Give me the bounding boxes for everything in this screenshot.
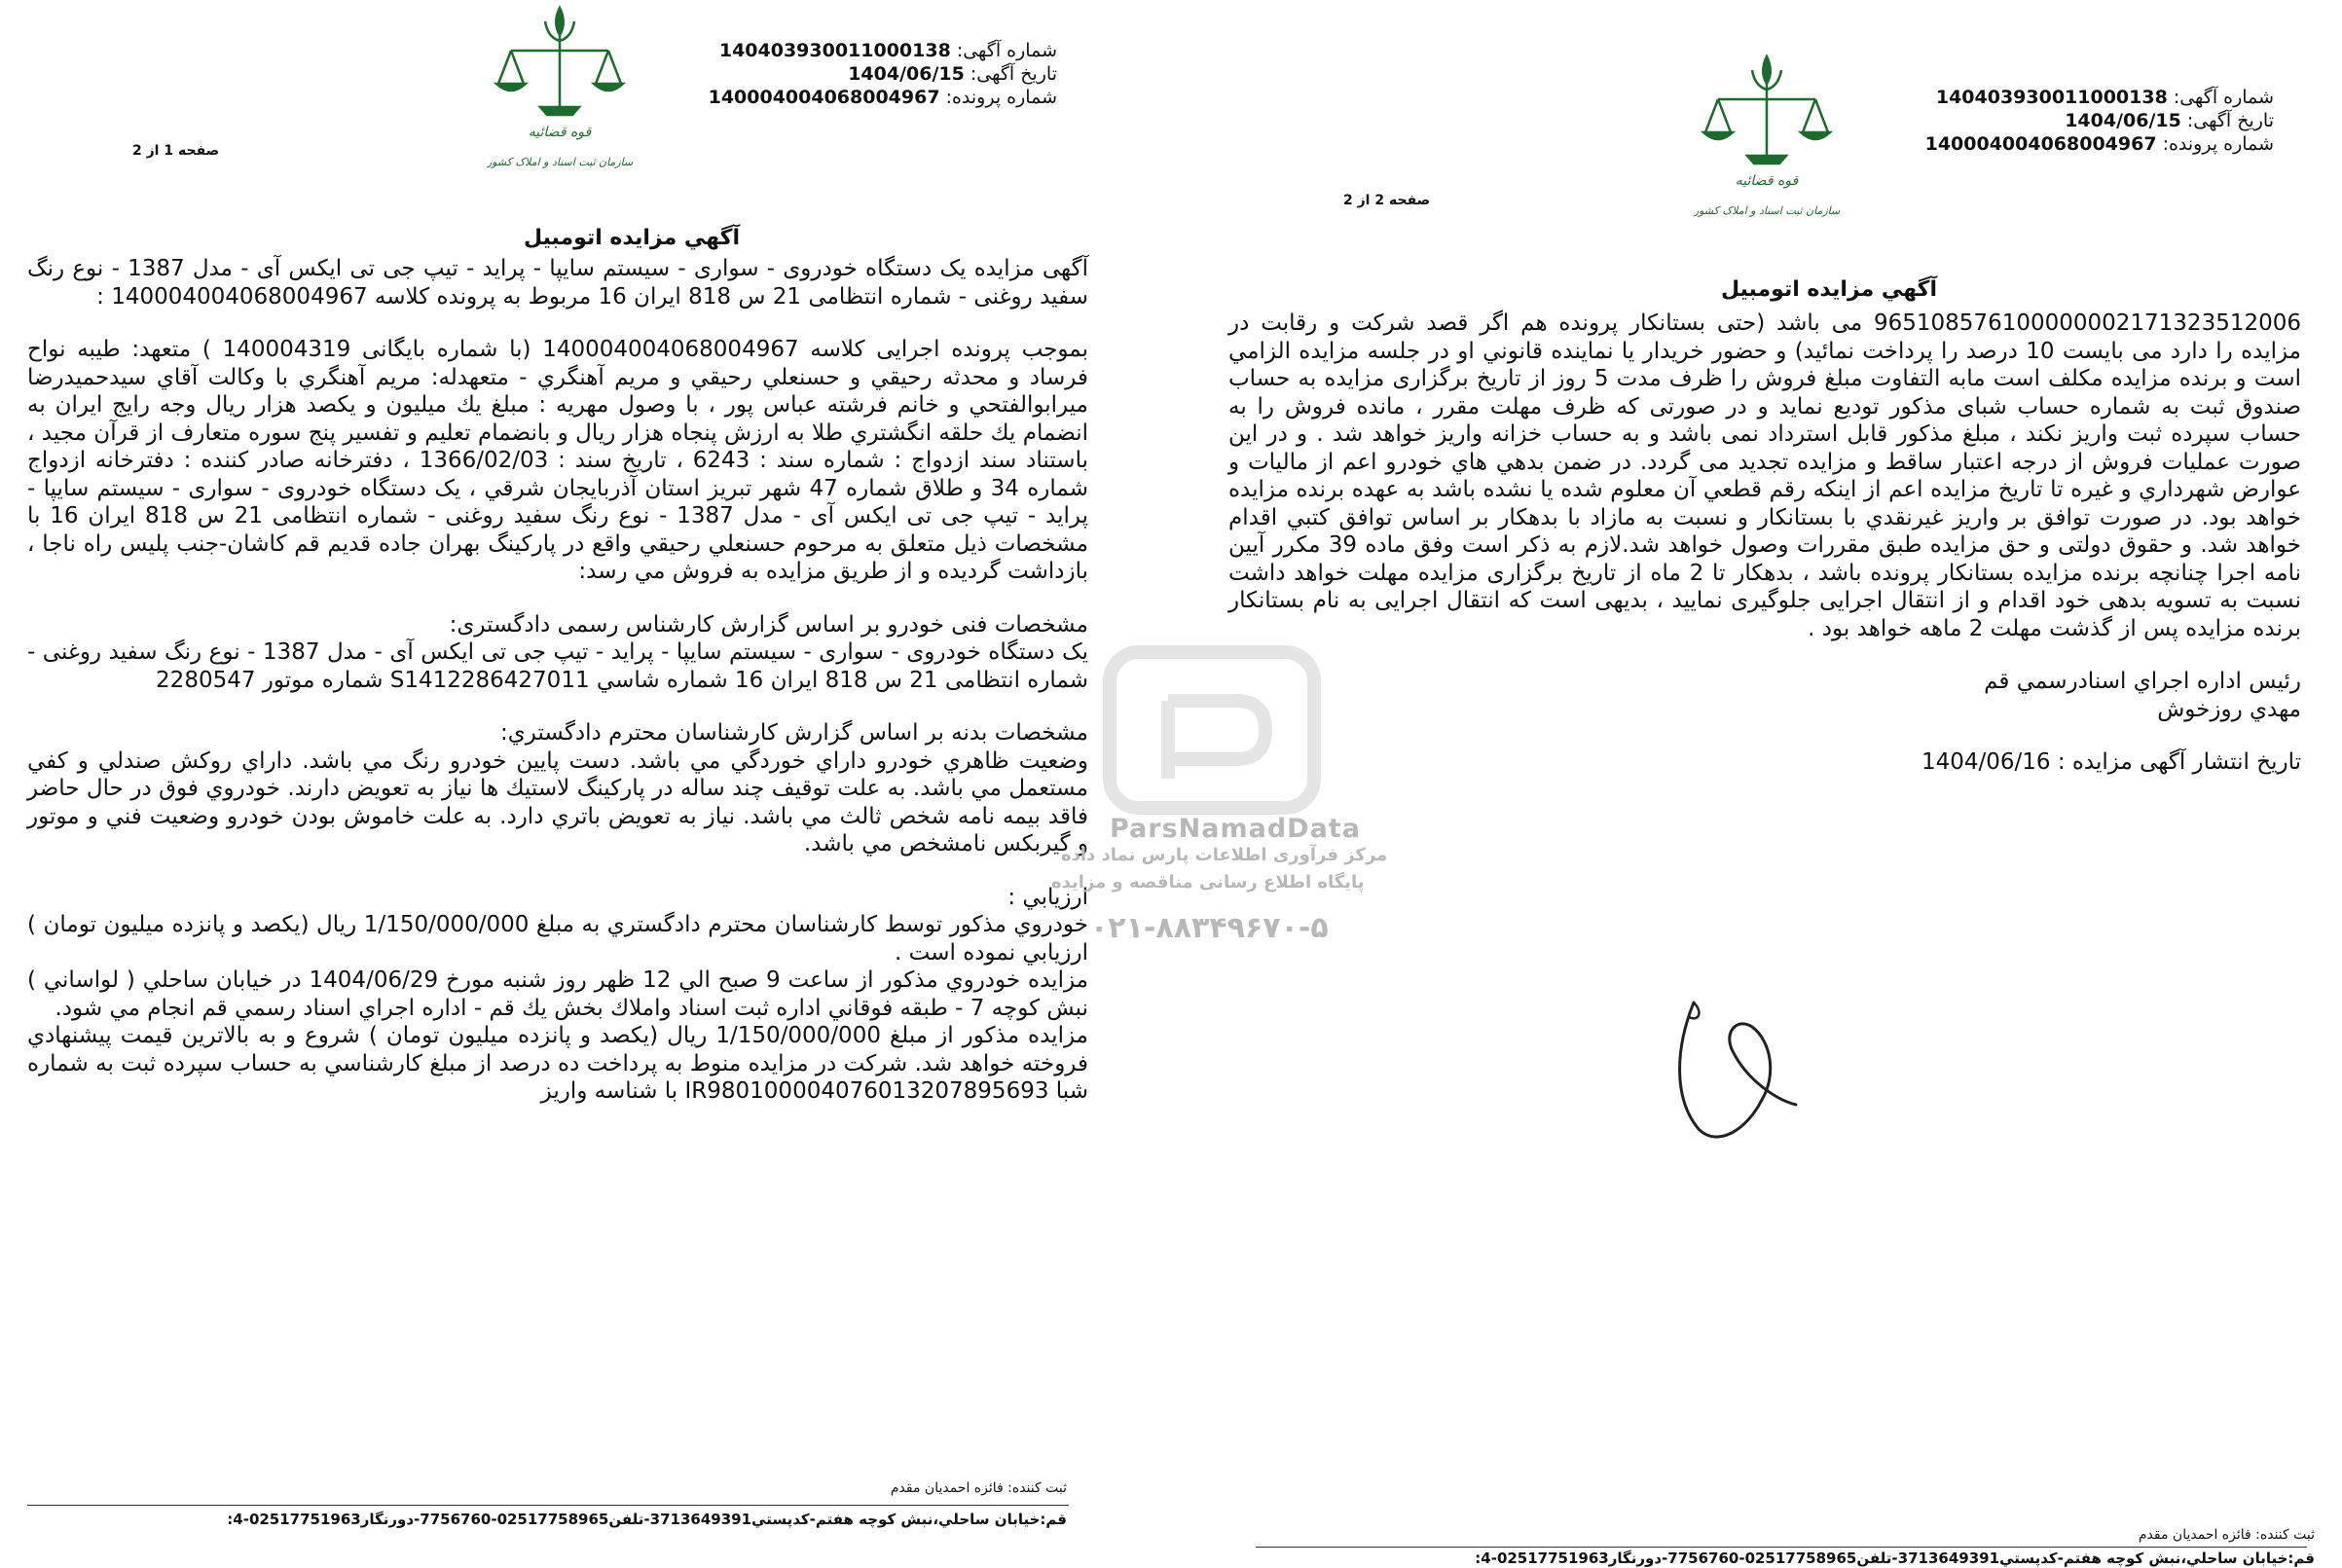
judiciary-emblem-icon	[487, 0, 633, 185]
date-label: تاریخ آگهی:	[2186, 110, 2274, 131]
page-number: صفحه 1 از 2	[132, 143, 220, 159]
auction-terms-paragraph: مزايده مذكور از مبلغ 1/150/000/000 ريال (يكصد و پانزده ميليون تومان ) شروع و به بالاترين قيمت پيشنهادي فروخته خواهد شد. شركت در مزايده منوط به پرداخت ده درصد از مبلغ كارشناسي به حساب سپرده ثبت به شماره شبا IR980100004076013207895693 با شناسه واريز	[27, 1023, 1088, 1104]
file-label: شماره پرونده:	[2162, 133, 2274, 155]
svg-text:قوه قضائیه: قوه قضائیه	[528, 125, 592, 140]
svg-text:سازمان ثبت اسناد و املاک کشور: سازمان ثبت اسناد و املاک کشور	[1694, 204, 1840, 217]
judiciary-emblem-icon	[1694, 49, 1840, 234]
notice-meta-1	[709, 39, 1057, 109]
notice-body-1	[27, 255, 1088, 1106]
svg-text:قوه قضائیه: قوه قضائیه	[1735, 173, 1799, 189]
watermark-phone: ۰۲۱-۸۸۳۴۹۶۷۰-۵	[1090, 911, 1329, 945]
footer-address: قم:خيابان ساحلي،نبش كوچه هفتم-كدپستي3713649391-تلفن02517758965-7756760-دورنگار02517751963-4:	[227, 1511, 1067, 1528]
notice-body-2	[1228, 310, 2301, 777]
auction-time-paragraph: مزايده خودروي مذكور از ساعت 9 صبح الي 12 ظهر روز شنبه مورخ 1404/06/29 در خيابان ساحلي ( لواساني ) نبش كوچه 7 - طبقه فوقاني اداره ثبت اسناد واملاك بخش يك قم - اداره اجراي اسناد رسمي قم انجام مي شود.	[27, 967, 1088, 1021]
registrar: ثبت کننده: فائزه احمديان مقدم	[890, 1480, 1067, 1496]
watermark-brand: ParsNamadData	[1110, 814, 1361, 844]
date-label: تاریخ آگهی:	[970, 63, 1057, 85]
signer-name: مهدي روزخوش	[2157, 696, 2301, 722]
svg-text:سازمان ثبت اسناد و املاک کشور: سازمان ثبت اسناد و املاک کشور	[487, 156, 633, 168]
publish-date: تاریخ انتشار آگهی مزایده : 1404/06/16	[1921, 749, 2301, 775]
notice-meta-2	[1925, 86, 2274, 156]
body-spec-paragraph: وضعيت ظاهري خودرو داراي خوردگي مي باشد. دست پايين خودرو رنگ مي باشد. داراي روكش صندلي و كفي مستعمل مي باشد. به علت توقيف چند ساله در پاركينگ لاستيك ها نياز به تعويض دارند. خودروي فوق در حال حاضر فاقد بيمه نامه شخص ثالث مي باشد. نياز به تعويض باتري دارد. به علت خاموش بودن خودرو وضعيت فني و موتور و گيربكس نامشخص مي باشد.	[27, 748, 1088, 857]
signature-icon	[1655, 983, 1801, 1153]
watermark-line-1: مرکز فرآوری اطلاعات پارس نماد داده	[1061, 845, 1388, 865]
intro-paragraph: آگهی مزایده یک دستگاه خودروی - سواری - سیستم سایپا - پراید - تیپ جی تی ایکس آی - مدل 1387 - نوع رنگ سفید روغنی - شماره انتظامی 21 س 818 ایران 16 مربوط به پرونده کلاسه 140004004068004967 :	[27, 256, 1088, 310]
page-number: صفحه 2 از 2	[1343, 193, 1431, 208]
notice-no: 140403930011000138	[718, 40, 951, 61]
notice-title: آگهي مزايده اتومبيل	[1720, 277, 1937, 302]
tech-spec-heading: مشخصات فنی خودرو بر اساس گزارش کارشناس رسمی دادگستری:	[449, 611, 1088, 638]
footer-address: قم:خيابان ساحلي،نبش كوچه هفتم-كدپستي3713649391-تلفن02517758965-7756760-دورنگار02517751963-4:	[1475, 1550, 2315, 1567]
body-spec-heading: مشخصات بدنه بر اساس گزارش كارشناسان محترم دادگستري:	[500, 720, 1088, 746]
file-label: شماره پرونده:	[945, 87, 1057, 108]
notice-no-label: شماره آگهی:	[956, 40, 1057, 61]
notice-title: آگهي مزايده اتومبيل	[523, 226, 740, 250]
valuation-paragraph: خودروي مذكور توسط كارشناسان محترم دادگستري به مبلغ 1/150/000/000 ريال (يكصد و پانزده ميليون تومان ) ارزيابي نموده است .	[27, 912, 1088, 966]
notice-no-label: شماره آگهی:	[2173, 87, 2274, 108]
watermark-line-2: پایگاه اطلاع رسانی مناقصه و مزایده	[1051, 872, 1365, 893]
registrar: ثبت کننده: فائزه احمديان مقدم	[2138, 1527, 2315, 1543]
signer-title: رئيس اداره اجراي اسنادرسمي قم	[1984, 669, 2301, 694]
notice-no: 140403930011000138	[1935, 87, 2168, 108]
notice-date: 1404/06/15	[848, 63, 965, 85]
footer-divider	[27, 1505, 1069, 1506]
file-no: 140004004068004967	[708, 87, 940, 108]
file-no: 140004004068004967	[1924, 133, 2157, 155]
notice-page-2	[1217, 0, 2342, 1568]
notice-date: 1404/06/15	[2065, 110, 2181, 131]
payment-terms-paragraph: 965108576100000002171323512006 می باشد (حتی بستانکار پرونده هم اگر قصد شرکت و رقابت در مزایده را دارد می بایست 10 درصد را پرداخت نمائید) و حضور خريدار يا نماينده قانوني او در جلسه مزايده الزامي است و برنده مزایده مکلف است مابه التفاوت مبلغ فروش را ظرف مدت 5 روز از تاریخ برگزاری مزایده به حساب صندوق ثبت به شماره حساب شبای مذکور توديع نمايد و در صورتی كه ظرف مهلت مقرر ، مانده فروش را به حساب سپرده ثبت واریز نکند ، مبلغ مذکور قابل استرداد نمی باشد و به حساب خزانه واریز خواهد شد . و در این صورت عملیات فروش از درجه اعتبار ساقط و مزایده تجدید می گردد. در ضمن بدهي هاي خودرو اعم از ماليات و عوارض شهرداري و غيره تا تاريخ مزايده اعم از اينكه رقم قطعي آن معلوم شده يا نشده باشد به عهده برنده مزايده خواهد بود. در صورت توافق بر واريز غيرنقدي با بستانكار و نسبت به مازاد با بدهكار بر اساس توافق كتبي اقدام خواهد شد. و حقوق دولتی و حق مزایده طبق مقررات وصول خواهد شد.لازم به ذکر است وفق ماده 39 مکرر آیین نامه اجرا چنانچه برنده مزایده بستانکار پرونده باشد ، بدهکار تا 2 ماه از تاریخ برگزاری مزایده مهلت خواهد داشت نسبت به تسویه بدهی خود اقدام و از انتقال اجرایی جلوگیری نمایید ، بدیهی است که انتقال اجرایی به نام بستانکار برنده مزایده پس از گذشت مهلت 2 ماهه خواهد بود .	[1228, 310, 2301, 641]
case-paragraph: بموجب پرونده اجرایی کلاسه 140004004068004967 (با شماره بایگانی 140004319 ) متعهد: طيبه نواح فرساد و محدثه رحيقي و حسنعلي رحيقي و مريم آهنگري - متعهدله: مريم آهنگري با وكالت آقاي سيدحميدرضا ميرابوالفتحي و خانم فرشته عباس پور ، با وصول مهريه : مبلغ يك ميليون و يكصد هزار ريال وجه رايج ايران به انضمام يك حلقه انگشتري طلا به ارزش پنجاه هزار ريال و بانضمام تعليم و تفسير پنج سوره متعارف از قرآن مجيد ، باستناد سند ازدواج : شماره سند : 6243 ، تاريخ سند : 1366/02/03 ، دفترخانه صادر كننده : دفترخانه ازدواج شماره 34 و طلاق شماره 47 شهر تبريز استان آذربايجان شرقي ، یک دستگاه خودروی - سواری - سیستم سایپا - پراید - تیپ جی تی ایکس آی - مدل 1387 - نوع رنگ سفید روغنی - شماره انتظامی 21 س 818 ایران 16 با مشخصات ذيل متعلق به مرحوم حسنعلي رحيقي واقع در پاركينگ بهران جاده قديم قم كاشان-جنب پليس راه ناجا ، بازداشت گرديده و از طريق مزايده به فروش مي رسد:	[27, 337, 1088, 584]
footer-divider	[1256, 1547, 2307, 1548]
valuation-heading: ارزيابي :	[1007, 884, 1088, 910]
tech-spec-paragraph: یک دستگاه خودروی - سواری - سیستم سایپا - پراید - تیپ جی تی ایکس آی - مدل 1387 - نوع رنگ سفید روغنی - شماره انتظامی 21 س 818 ایران 16 شماره شاسي S1412286427011 شماره موتور 2280547	[27, 639, 1088, 693]
